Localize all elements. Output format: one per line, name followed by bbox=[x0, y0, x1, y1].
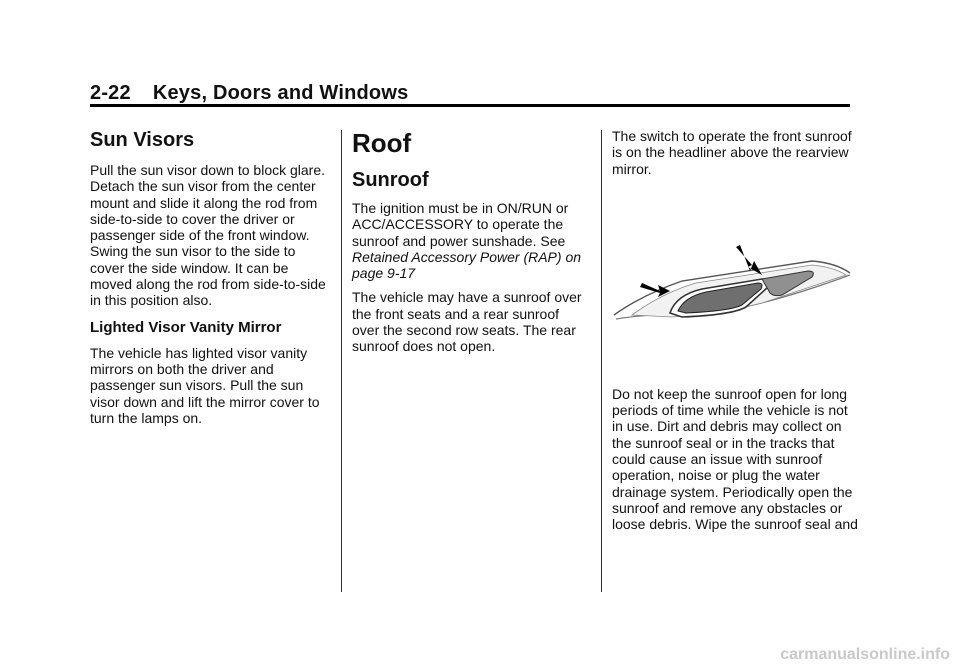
header-rule bbox=[90, 104, 850, 107]
column-sun-visors bbox=[90, 128, 332, 434]
ignition-text: The ignition must be in ON/RUN or ACC/ACCESSORY to operate the sunroof and power sunshade. See bbox=[352, 200, 569, 249]
column-divider-1 bbox=[341, 130, 342, 592]
sunroof-care-paragraph: Do not keep the sunroof open for long periods of time while the vehicle is not in use. Dirt and debris may collect on the sunroof seal or in the tracks that could cause an issue with sunroof operation, noise or plug the water drainage system. Periodically open the sunroof and remove any obstacles or loose debris. Wipe the sunroof seal and bbox=[612, 385, 858, 533]
switch-location-paragraph: The switch to operate the front sunroof is on the headliner above the rearview mirror. bbox=[612, 128, 852, 177]
rear-sunroof-paragraph: The vehicle may have a sunroof over the front seats and a rear sunroof over the second row seats. The rear sunroof does not open. bbox=[352, 289, 582, 355]
page-number: 2-22 bbox=[90, 82, 131, 104]
ignition-paragraph bbox=[352, 200, 586, 281]
vanity-mirror-paragraph: The vehicle has lighted visor vanity mirrors on both the driver and passenger sun visors. Pull the sun visor down and lift the mirror cover to turn the lamps on. bbox=[90, 344, 320, 426]
page-header bbox=[90, 82, 408, 105]
section-title: Keys, Doors and Windows bbox=[152, 82, 409, 104]
column-roof bbox=[352, 128, 586, 363]
heading-sunroof: Sunroof bbox=[352, 169, 429, 191]
sunroof-illustration bbox=[612, 223, 852, 343]
heading-lighted-visor-vanity-mirror: Lighted Visor Vanity Mirror bbox=[90, 318, 282, 336]
sun-visors-paragraph: Pull the sun visor down to block glare. Detach the sun visor from the center mount and slide it along the rod from side-to-side to cover the driver or passenger side of the front window. Swing the sun visor to the side to cover the side window. It can be moved along the rod from side-to-side in this position also. bbox=[90, 162, 326, 309]
column-sunroof-continued bbox=[612, 128, 860, 541]
column-divider-2 bbox=[601, 130, 602, 592]
heading-sun-visors: Sun Visors bbox=[90, 129, 195, 151]
rap-reference-link[interactable]: Retained Accessory Power (RAP) on page 9-17 bbox=[352, 248, 582, 282]
watermark: carmanualsonline.info bbox=[780, 646, 950, 663]
heading-roof: Roof bbox=[352, 128, 412, 158]
